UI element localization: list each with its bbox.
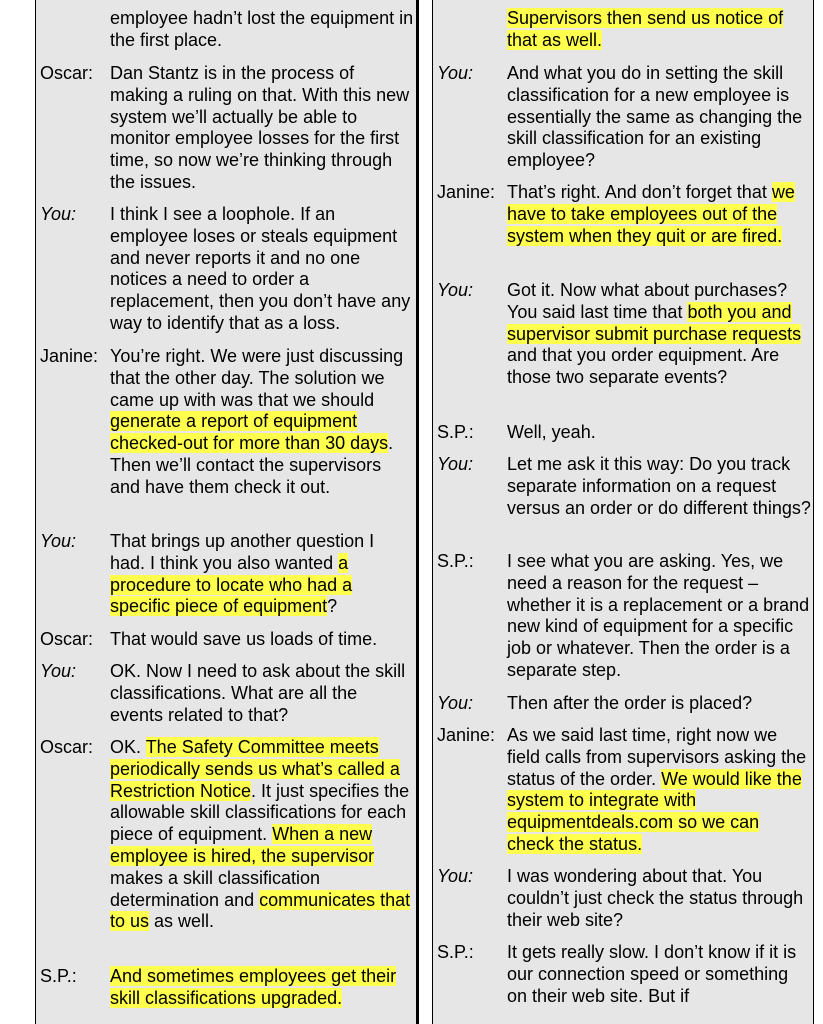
text-segment: Let me ask it this way: Do you track separate information on a request versus an order or do different things? [507, 454, 811, 518]
text-segment: I think I see a loophole. If an employee loses or steals equipment and never reports it and no one notices a need to order a replacement, then you don’t have any way to identify that as a loss. [110, 204, 411, 333]
text-segment: employee hadn’t lost the equipment in the first place. [110, 8, 414, 50]
speaker-label: Oscar: [40, 63, 94, 83]
highlighted-text: both you and supervisor submit purchase requests [507, 301, 802, 344]
speaker-label: You: [437, 866, 474, 886]
speaker-label: Janine: [40, 346, 99, 366]
text-segment: Got it. Now what about purchases? You said last time that [507, 280, 788, 322]
text-segment: makes a skill classification determination and [110, 867, 321, 910]
text-segment: as well. [149, 911, 215, 932]
text-segment: ? [327, 596, 338, 617]
highlighted-text: We would like the system to integrate with equipmentdeals.com so we can check the status. [507, 768, 802, 854]
speaker-label: S.P.: [40, 966, 77, 986]
text-segment: and that you order equipment. Are those two separate events? [507, 345, 780, 388]
highlighted-text: The Safety Committee meets periodically sends us what’s called a Restriction Notice [110, 737, 400, 801]
dialogue-text [507, 693, 811, 715]
speaker-label: You: [437, 454, 474, 474]
text-segment: . It just specifies the allowable skill classifications for each piece of equipment. [110, 780, 410, 845]
speaker-label: S.P.: [437, 422, 474, 442]
speaker-label: You: [437, 63, 474, 83]
dialogue-text [110, 629, 414, 651]
text-segment: As we said last time, right now we field calls from supervisors asking the status of the order. [507, 725, 807, 789]
dialogue-text [110, 737, 414, 933]
dialogue-text [507, 725, 811, 856]
dialogue-text [110, 966, 414, 1010]
text-segment: I see what you are asking. Yes, we need a reason for the request – whether it is a replacement or a brand new kind of equipment for a specific job or whatever. Then the order is a separate step. [507, 551, 810, 680]
dialogue-text [507, 63, 811, 172]
speaker-label: You: [40, 204, 77, 224]
highlighted-text: And sometimes employees get their skill classifications upgraded. [110, 966, 397, 1008]
speaker-label: You: [437, 693, 474, 713]
speaker-label: You: [437, 280, 474, 300]
text-segment: That would save us loads of time. [110, 629, 378, 649]
dialogue-text [110, 204, 414, 335]
left-column [35, 0, 419, 1024]
dialogue-text [507, 280, 811, 389]
text-segment: Well, yeah. [507, 422, 596, 442]
dialogue-text [507, 454, 811, 519]
speaker-label: Oscar: [40, 629, 94, 649]
text-segment: Dan Stantz is in the process of making a ruling on that. With this new system we’ll actually be able to monitor employee losses for the first time, so now we’re thinking through the issues. [110, 63, 410, 192]
speaker-label: You: [40, 531, 77, 551]
dialogue-text [110, 8, 414, 52]
text-segment: OK. [110, 737, 146, 757]
dialogue-text [507, 8, 811, 52]
speaker-label: Oscar: [40, 737, 94, 757]
highlighted-text: we have to take employees out of the system when they quit or are fired. [507, 182, 795, 246]
highlighted-text: a procedure to locate who had a specific piece of equipment [110, 552, 353, 617]
dialogue-text [507, 866, 811, 931]
text-segment: And what you do in setting the skill classification for a new employee is essentially the same as changing the skill classification for an existing employee? [507, 63, 803, 171]
speaker-label: Janine: [437, 725, 496, 745]
dialogue-text [110, 346, 414, 499]
dialogue-text [507, 551, 811, 682]
speaker-label: S.P.: [437, 551, 474, 571]
speaker-label: Janine: [437, 182, 496, 202]
dialogue-text [507, 942, 811, 1007]
text-segment: That’s right. And don’t forget that [507, 182, 772, 202]
highlighted-text: When a new employee is hired, the supervisor [110, 824, 375, 866]
speaker-label: S.P.: [437, 942, 474, 962]
highlighted-text: communicates that to us [110, 889, 411, 932]
right-column [432, 0, 814, 1024]
dialogue-text [110, 531, 414, 618]
text-segment: OK. Now I need to ask about the skill classifications. What are all the events related to that? [110, 661, 406, 725]
highlighted-text: generate a report of equipment checked-out for more than 30 days [110, 411, 389, 454]
text-segment: It gets really slow. I don’t know if it is our connection speed or something on their web site. But if [507, 942, 797, 1006]
speaker-label: You: [40, 661, 77, 681]
text-segment: Then after the order is placed? [507, 693, 753, 713]
highlighted-text: Supervisors then send us notice of that as well. [507, 8, 784, 50]
text-segment: . Then we’ll contact the supervisors and have them check it out. [110, 433, 394, 497]
dialogue-text [110, 63, 414, 194]
text-segment: You’re right. We were just discussing that the other day. The solution we came up with was that we should [110, 346, 404, 410]
dialogue-text [110, 661, 414, 726]
text-segment: I was wondering about that. You couldn’t just check the status through their web site? [507, 866, 804, 930]
dialogue-text [507, 422, 811, 444]
text-segment: That brings up another question I had. I think you also wanted [110, 531, 375, 573]
dialogue-text [507, 182, 811, 247]
